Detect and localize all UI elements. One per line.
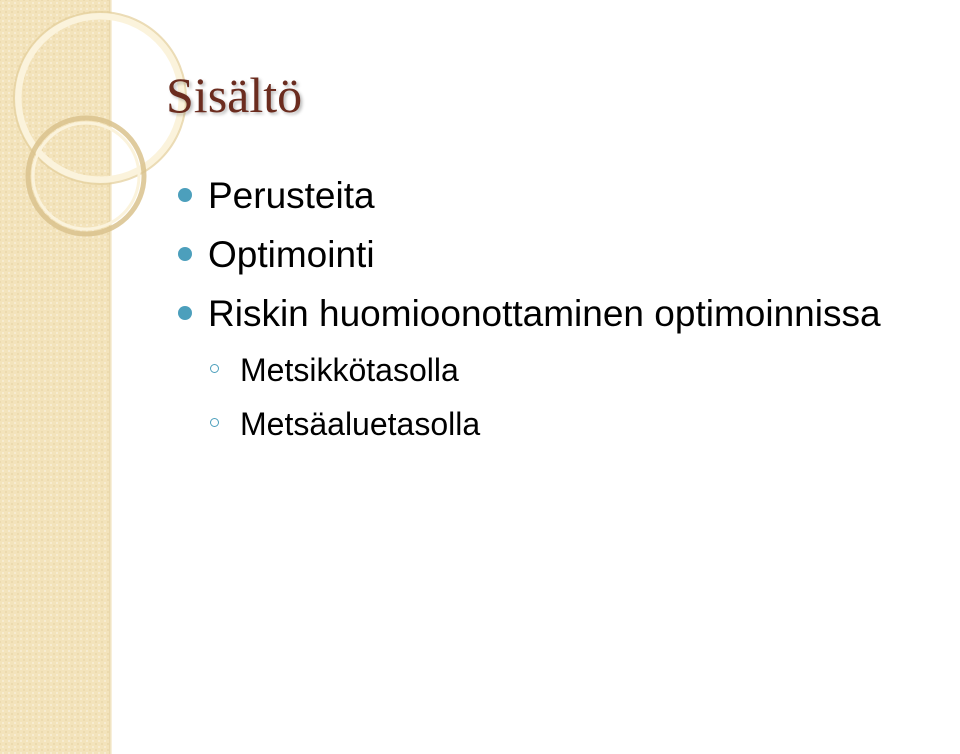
sub-bullet-circle-icon bbox=[210, 364, 219, 373]
slide-title: Sisältö bbox=[166, 67, 303, 123]
sub-bullet-item bbox=[178, 397, 881, 451]
bullet-dot-icon bbox=[178, 306, 192, 320]
bullet-item bbox=[178, 166, 881, 225]
ring-large-shade bbox=[14, 12, 186, 184]
bullet-item bbox=[178, 284, 881, 343]
bullet-label: Riskin huomioonottaminen optimoinnissa bbox=[208, 293, 881, 334]
sub-bullet-label: Metsikkötasolla bbox=[240, 352, 459, 388]
bullet-item bbox=[178, 225, 881, 284]
sub-bullet-item bbox=[178, 343, 881, 397]
ring-large bbox=[18, 16, 182, 180]
decorative-rings bbox=[0, 0, 200, 260]
sub-bullet-circle-icon bbox=[210, 418, 219, 427]
bullet-label: Optimointi bbox=[208, 234, 375, 275]
bullet-dot-icon bbox=[178, 247, 192, 261]
sub-bullet-label: Metsäaluetasolla bbox=[240, 406, 481, 442]
bullet-label: Perusteita bbox=[208, 175, 375, 216]
bullet-dot-icon bbox=[178, 188, 192, 202]
bullet-list bbox=[178, 166, 881, 451]
